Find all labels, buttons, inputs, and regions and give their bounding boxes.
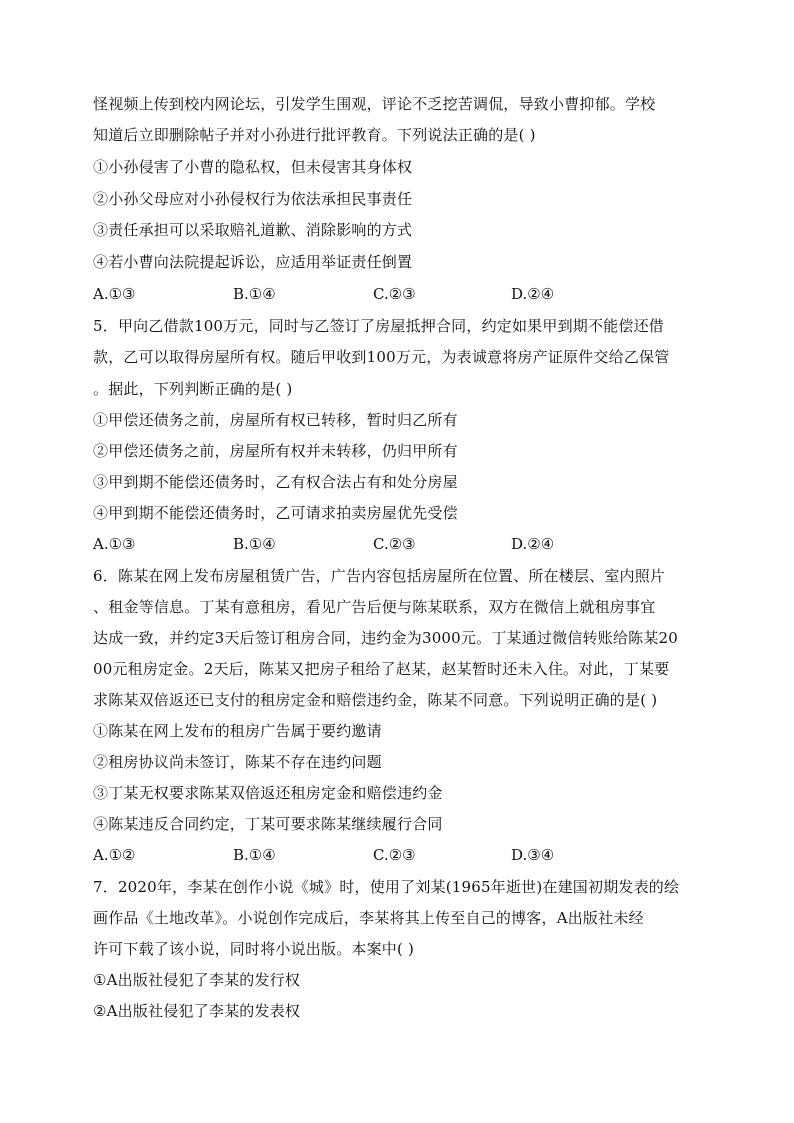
- q6-option-b: B.①④: [233, 846, 276, 864]
- q6-options: [93, 845, 713, 865]
- q7-stem-line-1: 7．2020年，李某在创作小说《城》时，使用了刘某(1965年逝世)在建国初期发表的绘: [93, 878, 680, 896]
- q7-statement-2: ②A出版社侵犯了李某的发表权: [93, 1002, 301, 1020]
- q4-statement-1: ①小孙侵害了小曹的隐私权，但未侵害其身体权: [93, 158, 413, 176]
- q4-option-a: A.①③: [93, 285, 136, 303]
- q4-statement-2: ②小孙父母应对小孙侵权行为依法承担民事责任: [93, 190, 413, 208]
- q5-option-c: C.②③: [373, 535, 416, 553]
- q7-statement-1: ①A出版社侵犯了李某的发行权: [93, 971, 301, 989]
- q4-stem-line-2: 知道后立即删除帖子并对小孙进行批评教育。下列说法正确的是( ): [93, 126, 536, 144]
- q4-option-b: B.①④: [233, 285, 276, 303]
- q6-statement-4: ④陈某违反合同约定，丁某可要求陈某继续履行合同: [93, 815, 443, 833]
- q5-stem-line-2: 款，乙可以取得房屋所有权。随后甲收到100万元，为表诚意将房产证原件交给乙保管: [93, 348, 670, 366]
- q6-stem-line-5: 求陈某双倍返还已支付的租房定金和赔偿违约金，陈某不同意。下列说明正确的是( ): [93, 691, 658, 709]
- q7-stem-line-3: 许可下载了该小说，同时将小说出版。本案中( ): [93, 940, 415, 958]
- q6-option-d: D.③④: [511, 846, 555, 864]
- q5-option-d: D.②④: [511, 535, 555, 553]
- q6-stem-line-1: 6．陈某在网上发布房屋租赁广告，广告内容包括房屋所在位置、所在楼层、室内照片: [93, 567, 666, 585]
- q4-option-d: D.②④: [511, 285, 555, 303]
- q6-stem-line-3: 达成一致，并约定3天后签订租房合同，违约金为3000元。丁某通过微信转账给陈某20: [93, 629, 679, 647]
- q5-option-b: B.①④: [233, 535, 276, 553]
- q5-stem-line-1: 5．甲向乙借款100万元，同时与乙签订了房屋抵押合同，约定如果甲到期不能偿还借: [93, 317, 664, 335]
- q5-statement-3: ③甲到期不能偿还债务时，乙有权合法占有和处分房屋: [93, 473, 458, 491]
- q5-option-a: A.①③: [93, 535, 136, 553]
- q5-options: [93, 534, 713, 554]
- q4-options: [93, 284, 713, 304]
- q5-stem-line-3: 。据此，下列判断正确的是( ): [93, 380, 293, 398]
- q6-option-c: C.②③: [373, 846, 416, 864]
- q5-statement-4: ④甲到期不能偿还债务时，乙可请求拍卖房屋优先受偿: [93, 504, 458, 522]
- q5-statement-1: ①甲偿还债务之前，房屋所有权已转移，暂时归乙所有: [93, 411, 458, 429]
- q5-statement-2: ②甲偿还债务之前，房屋所有权并未转移，仍归甲所有: [93, 442, 458, 460]
- q7-stem-line-2: 画作品《土地改革》。小说创作完成后，李某将其上传至自己的博客，A出版社未经: [93, 909, 644, 927]
- q6-stem-line-4: 00元租房定金。2天后，陈某又把房子租给了赵某，赵某暂时还未入住。对此，丁某要: [93, 660, 670, 678]
- q6-statement-2: ②租房协议尚未签订，陈某不存在违约问题: [93, 753, 382, 771]
- q4-stem-line-1: 怪视频上传到校内网论坛，引发学生围观，评论不乏挖苦调侃，导致小曹抑郁。学校: [93, 95, 656, 113]
- q4-statement-3: ③责任承担可以采取赔礼道歉、消除影响的方式: [93, 221, 413, 239]
- q6-stem-line-2: 、租金等信息。丁某有意租房，看见广告后便与陈某联系，双方在微信上就租房事宜: [93, 598, 656, 616]
- q6-option-a: A.①②: [93, 846, 136, 864]
- q6-statement-3: ③丁某无权要求陈某双倍返还租房定金和赔偿违约金: [93, 784, 443, 802]
- q6-statement-1: ①陈某在网上发布的租房广告属于要约邀请: [93, 722, 382, 740]
- q4-statement-4: ④若小曹向法院提起诉讼，应适用举证责任倒置: [93, 253, 413, 271]
- q4-option-c: C.②③: [373, 285, 416, 303]
